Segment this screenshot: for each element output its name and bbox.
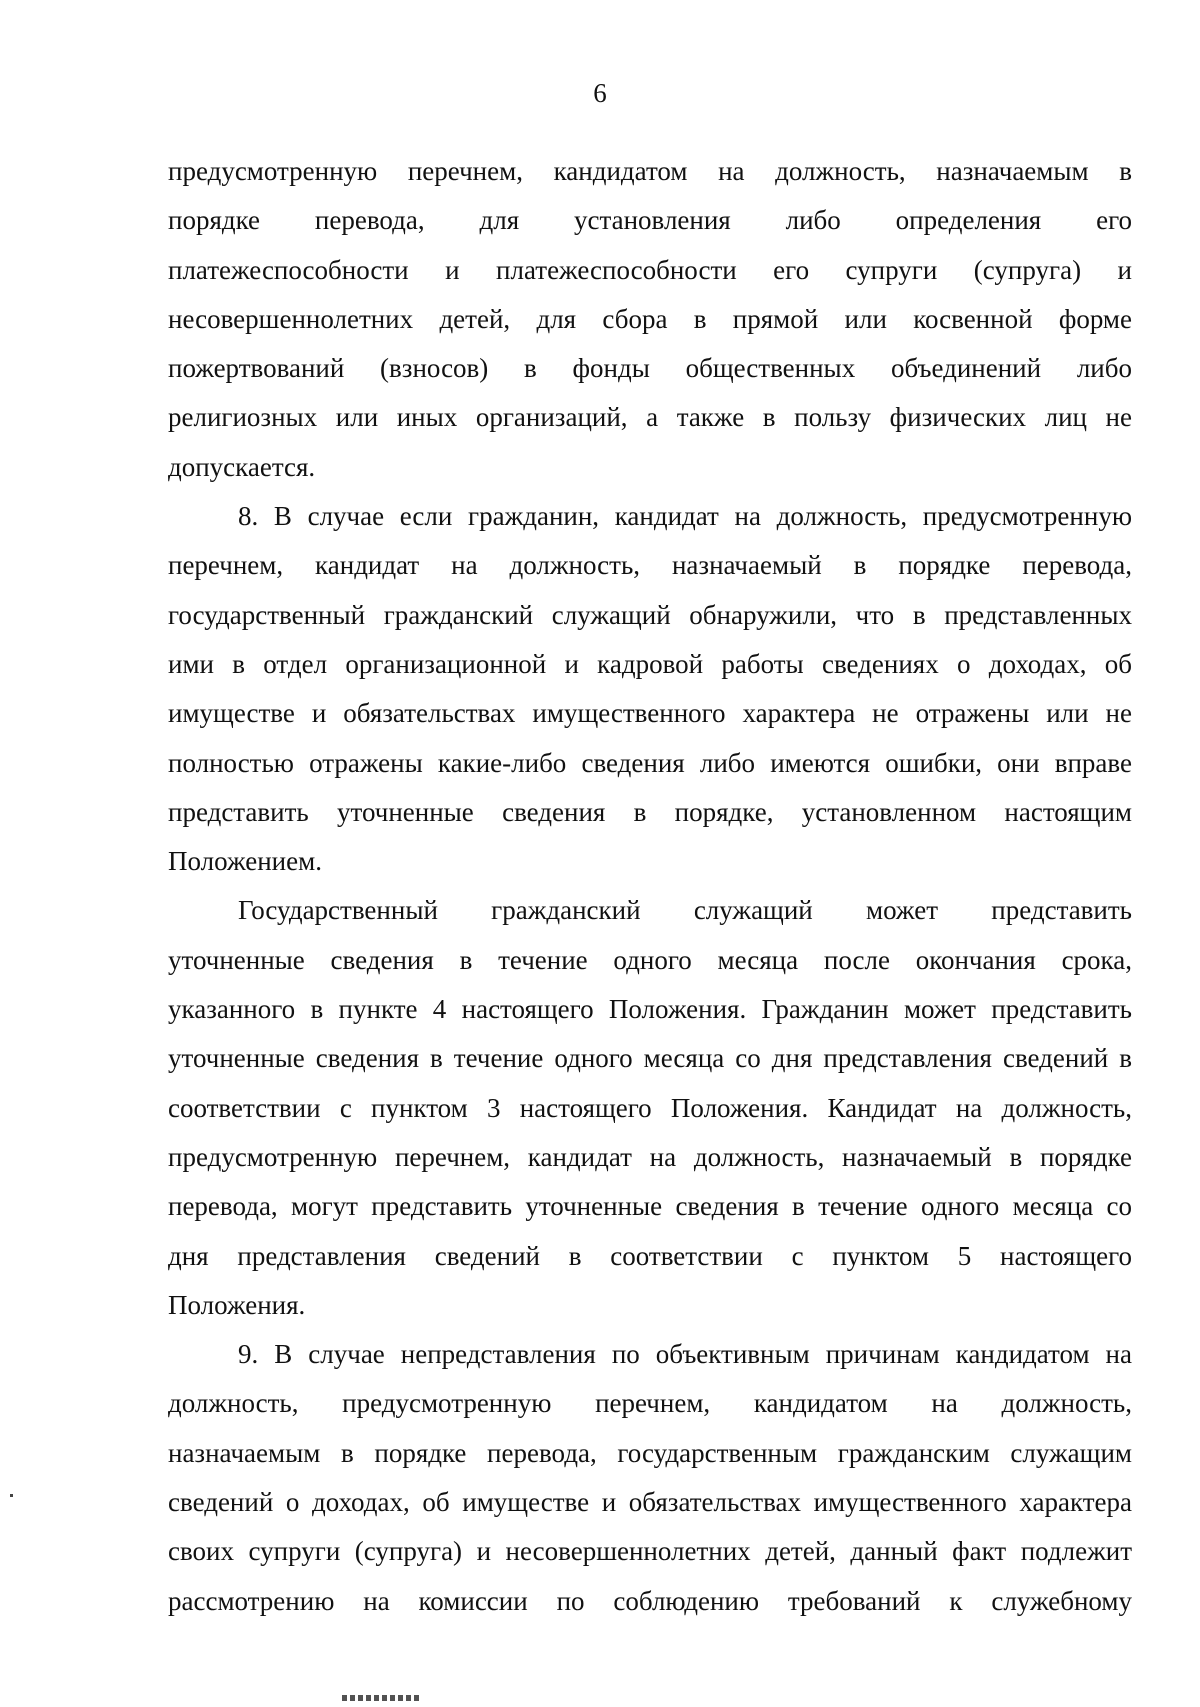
text-line: религиозных или иных организаций, а также в пользу физических лиц не xyxy=(168,402,1132,433)
page-number: 6 xyxy=(593,78,607,108)
text-line: дня представления сведений в соответствии с пунктом 5 настоящего xyxy=(168,1240,1132,1271)
text-line: своих супруги (супруга) и несовершеннолетних детей, данный факт подлежит xyxy=(168,1536,1132,1567)
text-line: указанного в пункте 4 настоящего Положения. Гражданин может представить xyxy=(168,994,1132,1025)
text-line: ими в отдел организационной и кадровой работы сведениях о доходах, об xyxy=(168,648,1132,679)
text-line: порядке перевода, для установления либо определения его xyxy=(168,205,1132,236)
text-line: пожертвований (взносов) в фонды общественных объединений либо xyxy=(168,353,1132,384)
text-line: перевода, могут представить уточненные сведения в течение одного месяца со xyxy=(168,1191,1132,1222)
paragraph-continuation xyxy=(168,147,1132,492)
text-line: платежеспособности и платежеспособности его супруги (супруга) и xyxy=(168,254,1132,285)
text-line: несовершеннолетних детей, для сбора в прямой или косвенной форме xyxy=(168,303,1132,334)
text-line: Положения. xyxy=(168,1289,306,1320)
text-line: должность, предусмотренную перечнем, кандидатом на должность, xyxy=(168,1388,1132,1419)
text-line: имуществе и обязательствах имущественного характера не отражены или не xyxy=(168,698,1132,729)
text-line: предусмотренную перечнем, кандидатом на должность, назначаемым в xyxy=(168,156,1132,186)
text-line: Положением. xyxy=(168,846,322,877)
paragraph-clause-9 xyxy=(168,1330,1132,1626)
text-line: рассмотрению на комиссии по соблюдению требований к служебному xyxy=(168,1585,1132,1616)
text-line: назначаемым в порядке перевода, государственным гражданским служащим xyxy=(168,1437,1132,1468)
paragraph-clause-8-continued xyxy=(168,886,1132,1330)
text-line: сведений о доходах, об имуществе и обязательствах имущественного характера xyxy=(168,1487,1132,1518)
scan-speck xyxy=(10,1494,13,1497)
text-line: 9. В случае непредставления по объективным причинам кандидатом на xyxy=(238,1339,1132,1370)
document-body xyxy=(168,147,1132,1626)
text-line: уточненные сведения в течение одного месяца со дня представления сведений в xyxy=(168,1043,1132,1074)
text-line: государственный гражданский служащий обнаружили, что в представленных xyxy=(168,599,1132,630)
text-line: представить уточненные сведения в порядке, установленном настоящим xyxy=(168,796,1132,827)
text-line: полностью отражены какие-либо сведения либо имеются ошибки, они вправе xyxy=(168,747,1132,778)
text-line: предусмотренную перечнем, кандидат на должность, назначаемый в порядке xyxy=(168,1141,1132,1172)
text-line: допускается. xyxy=(168,451,316,482)
text-line: Государственный гражданский служащий может представить xyxy=(238,895,1132,926)
paragraph-clause-8 xyxy=(168,492,1132,886)
text-line: 8. В случае если гражданин, кандидат на должность, предусмотренную xyxy=(238,501,1132,532)
scan-artifact xyxy=(342,1695,422,1701)
text-line: перечнем, кандидат на должность, назначаемый в порядке перевода, xyxy=(168,550,1132,581)
text-line: соответствии с пунктом 3 настоящего Положения. Кандидат на должность, xyxy=(168,1092,1132,1123)
text-line: уточненные сведения в течение одного месяца после окончания срока, xyxy=(168,944,1132,975)
